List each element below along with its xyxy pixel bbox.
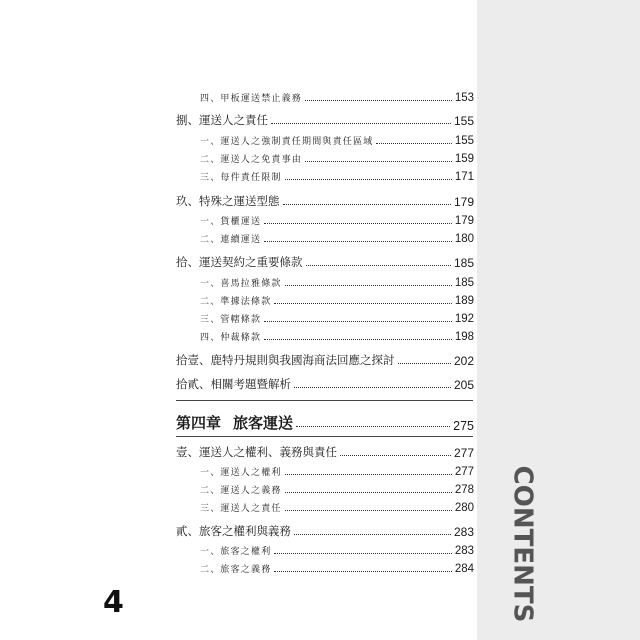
- toc-entry-label: 四、甲板運送禁止義務: [200, 94, 303, 104]
- toc-entry-label: 二、連續運送: [200, 235, 262, 245]
- toc-entry-label: 三、管轄條款: [200, 315, 262, 325]
- toc-entry-page: 283: [454, 545, 474, 557]
- toc-entry-page: 283: [453, 525, 474, 539]
- dot-leader: [306, 265, 451, 266]
- toc-entry[interactable]: [200, 229, 474, 245]
- toc-entry-page: 189: [454, 295, 474, 307]
- toc-entry-page: 155: [454, 135, 474, 147]
- toc-entry[interactable]: [200, 167, 474, 183]
- toc-entry-page: 171: [454, 171, 474, 183]
- toc-entry-label: 拾貳、相關考題暨解析: [176, 377, 291, 391]
- toc-entry[interactable]: [200, 462, 474, 478]
- toc-entry[interactable]: [176, 252, 474, 270]
- toc-entry-page: 180: [454, 233, 474, 245]
- toc-entry-page: 155: [453, 114, 474, 128]
- toc-entry-page: 179: [454, 215, 474, 227]
- toc-entry[interactable]: [200, 541, 474, 557]
- toc-entry-label: 一、運送人之強制責任期間與責任區域: [200, 137, 374, 147]
- toc-entry[interactable]: [200, 327, 474, 343]
- toc-entry-label: 玖、特殊之運送型態: [176, 194, 280, 208]
- dot-leader: [274, 303, 451, 304]
- toc-entry-page: 153: [454, 92, 474, 104]
- divider-bottom: [176, 436, 473, 437]
- toc-entry[interactable]: [176, 191, 474, 209]
- dot-leader: [264, 241, 452, 242]
- chapter-number: 第四章: [176, 414, 222, 432]
- toc-entry[interactable]: [200, 480, 474, 496]
- toc-entry-page: 277: [454, 466, 474, 478]
- dot-leader: [283, 204, 451, 205]
- toc-entry-label: 貳、旅客之權利與義務: [176, 524, 291, 538]
- chapter-label: [176, 412, 293, 433]
- dot-leader: [274, 571, 451, 572]
- toc-entry-page: 205: [453, 378, 474, 392]
- toc-entry[interactable]: [200, 309, 474, 325]
- toc-entry-label: 壹、運送人之權利、義務與責任: [176, 445, 337, 459]
- toc-entry-page: 159: [454, 153, 474, 165]
- toc-entry[interactable]: [200, 211, 474, 227]
- toc-entry-page: 185: [454, 277, 474, 289]
- dot-leader: [340, 455, 451, 456]
- chapter-page: 275: [453, 419, 474, 433]
- toc-entry-label: 三、每件責任限制: [200, 173, 282, 183]
- page-number: 4: [103, 585, 124, 620]
- toc-entry-label: 二、運送人之免責事由: [200, 155, 303, 165]
- dot-leader: [398, 363, 451, 364]
- toc-entry[interactable]: [200, 149, 474, 165]
- dot-leader: [285, 179, 452, 180]
- toc-entry[interactable]: [200, 88, 474, 104]
- toc-entry[interactable]: [176, 442, 474, 460]
- dot-leader: [296, 426, 450, 427]
- dot-leader: [271, 123, 451, 124]
- toc-entry-label: 二、運送人之義務: [200, 486, 282, 496]
- dot-leader: [285, 474, 452, 475]
- toc-entry[interactable]: [176, 350, 474, 368]
- contents-tab-label: [502, 465, 542, 623]
- toc-entry-label: 一、貨櫃運送: [200, 217, 262, 227]
- divider-top: [176, 400, 473, 401]
- chapter-title: 旅客運送: [233, 414, 294, 432]
- toc-entry[interactable]: [200, 131, 474, 147]
- toc-entry[interactable]: [200, 559, 474, 575]
- dot-leader: [285, 510, 452, 511]
- dot-leader: [285, 492, 452, 493]
- toc-entry-label: 一、旅客之權利: [200, 547, 272, 557]
- toc-entry-label: 一、運送人之權利: [200, 468, 282, 478]
- chapter-entry[interactable]: [176, 409, 474, 433]
- dot-leader: [294, 387, 451, 388]
- toc-entry-page: 185: [453, 256, 474, 270]
- toc-entry-page: 277: [453, 446, 474, 460]
- toc-entry[interactable]: [200, 291, 474, 307]
- dot-leader: [285, 285, 452, 286]
- toc-entry-page: 179: [453, 195, 474, 209]
- toc-entry-label: 二、旅客之義務: [200, 565, 272, 575]
- toc-entry-label: 四、仲裁條款: [200, 333, 262, 343]
- toc-entry-label: 一、喜馬拉雅條款: [200, 279, 282, 289]
- toc-entry-label: 拾、運送契約之重要條款: [176, 255, 303, 269]
- dot-leader: [305, 100, 452, 101]
- toc-entry[interactable]: [176, 521, 474, 539]
- toc-entry-label: 二、準據法條款: [200, 297, 272, 307]
- dot-leader: [264, 223, 452, 224]
- toc-entry-label: 拾壹、鹿特丹規則與我國海商法回應之探討: [176, 353, 395, 367]
- dot-leader: [305, 161, 452, 162]
- toc-entry[interactable]: [176, 110, 474, 128]
- dot-leader: [264, 339, 452, 340]
- toc-entry-page: 278: [454, 484, 474, 496]
- dot-leader: [264, 321, 452, 322]
- contents-tab-text: CONTENTS: [507, 465, 538, 623]
- toc-entry[interactable]: [176, 374, 474, 392]
- toc-entry-page: 192: [454, 313, 474, 325]
- toc-entry-page: 284: [454, 563, 474, 575]
- toc-entry-page: 202: [453, 354, 474, 368]
- dot-leader: [376, 143, 451, 144]
- toc-entry-label: 三、運送人之責任: [200, 504, 282, 514]
- dot-leader: [274, 553, 451, 554]
- toc-entry[interactable]: [200, 498, 474, 514]
- toc-entry[interactable]: [200, 273, 474, 289]
- toc-entry-label: 捌、運送人之責任: [176, 113, 268, 127]
- toc-entry-page: 280: [454, 502, 474, 514]
- dot-leader: [294, 534, 451, 535]
- toc-entry-page: 198: [454, 331, 474, 343]
